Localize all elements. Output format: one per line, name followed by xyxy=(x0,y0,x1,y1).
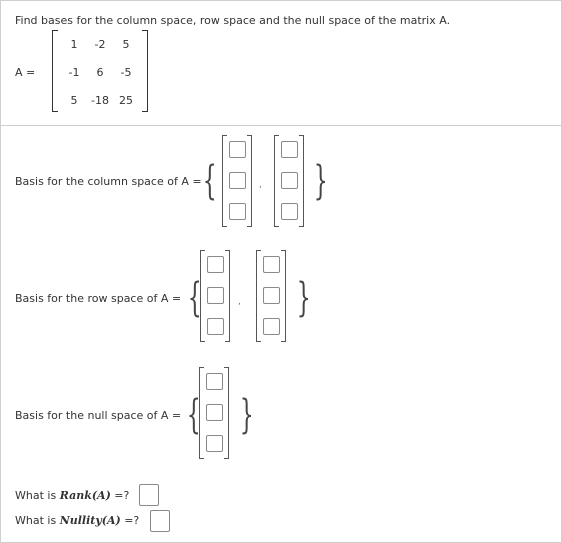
right-brace: } xyxy=(239,392,254,438)
null-space-v1-entry-3[interactable] xyxy=(206,435,223,452)
column-space-v1-entry-1[interactable] xyxy=(229,141,246,158)
row-space-v1-entry-2[interactable] xyxy=(207,287,224,304)
left-brace: { xyxy=(202,158,217,204)
right-brace: } xyxy=(296,275,311,321)
right-brace: } xyxy=(313,158,328,204)
row-space-v2-entry-3[interactable] xyxy=(263,318,280,335)
matrix-cell: 5 xyxy=(122,38,130,51)
column-space-v2-entry-2[interactable] xyxy=(281,172,298,189)
rank-suffix: =? xyxy=(110,489,130,502)
row-space-v1-entry-1[interactable] xyxy=(207,256,224,273)
nullity-question xyxy=(15,514,139,527)
row-space-v2-entry-2[interactable] xyxy=(263,287,280,304)
column-space-vector-1 xyxy=(222,135,252,227)
question-text: Find bases for the column space, row space and the null space of the matrix A. xyxy=(15,14,451,27)
column-space-v2-entry-1[interactable] xyxy=(281,141,298,158)
rank-input[interactable] xyxy=(139,484,159,506)
matrix-cell: -2 xyxy=(94,38,106,51)
column-space-v1-entry-3[interactable] xyxy=(229,203,246,220)
matrix-cell: 5 xyxy=(70,94,78,107)
matrix-right-bracket xyxy=(142,30,148,112)
left-brace: { xyxy=(186,392,201,438)
comma: , xyxy=(238,297,241,307)
column-space-v1-entry-2[interactable] xyxy=(229,172,246,189)
matrix-a xyxy=(52,30,148,112)
row-space-v1-entry-3[interactable] xyxy=(207,318,224,335)
row-space-vector-2 xyxy=(256,250,286,342)
comma: , xyxy=(259,180,262,190)
divider xyxy=(1,125,561,126)
matrix-label: A = xyxy=(15,66,36,79)
matrix-cell: -5 xyxy=(120,66,132,79)
null-space-v1-entry-2[interactable] xyxy=(206,404,223,421)
nullity-suffix: =? xyxy=(120,514,140,527)
row-space-v2-entry-1[interactable] xyxy=(263,256,280,273)
matrix-left-bracket xyxy=(52,30,58,112)
column-space-v2-entry-3[interactable] xyxy=(281,203,298,220)
matrix-cell: 6 xyxy=(96,66,104,79)
rank-prefix: What is xyxy=(15,489,60,502)
null-space-vector-1 xyxy=(199,367,229,459)
matrix-cell: -1 xyxy=(68,66,80,79)
column-space-vector-2 xyxy=(274,135,304,227)
row-space-label: Basis for the row space of A = xyxy=(15,292,182,305)
matrix-cell: -18 xyxy=(91,94,109,107)
rank-question xyxy=(15,489,129,502)
nullity-prefix: What is xyxy=(15,514,60,527)
column-space-label: Basis for the column space of A = xyxy=(15,175,202,188)
row-space-vector-1 xyxy=(200,250,230,342)
matrix-cell: 25 xyxy=(119,94,133,107)
nullity-math: Nullity(A) xyxy=(59,514,121,527)
left-brace: { xyxy=(187,275,202,321)
null-space-v1-entry-1[interactable] xyxy=(206,373,223,390)
rank-math: Rank(A) xyxy=(59,489,111,502)
matrix-cell: 1 xyxy=(70,38,78,51)
null-space-label: Basis for the null space of A = xyxy=(15,409,182,422)
nullity-input[interactable] xyxy=(150,510,170,532)
